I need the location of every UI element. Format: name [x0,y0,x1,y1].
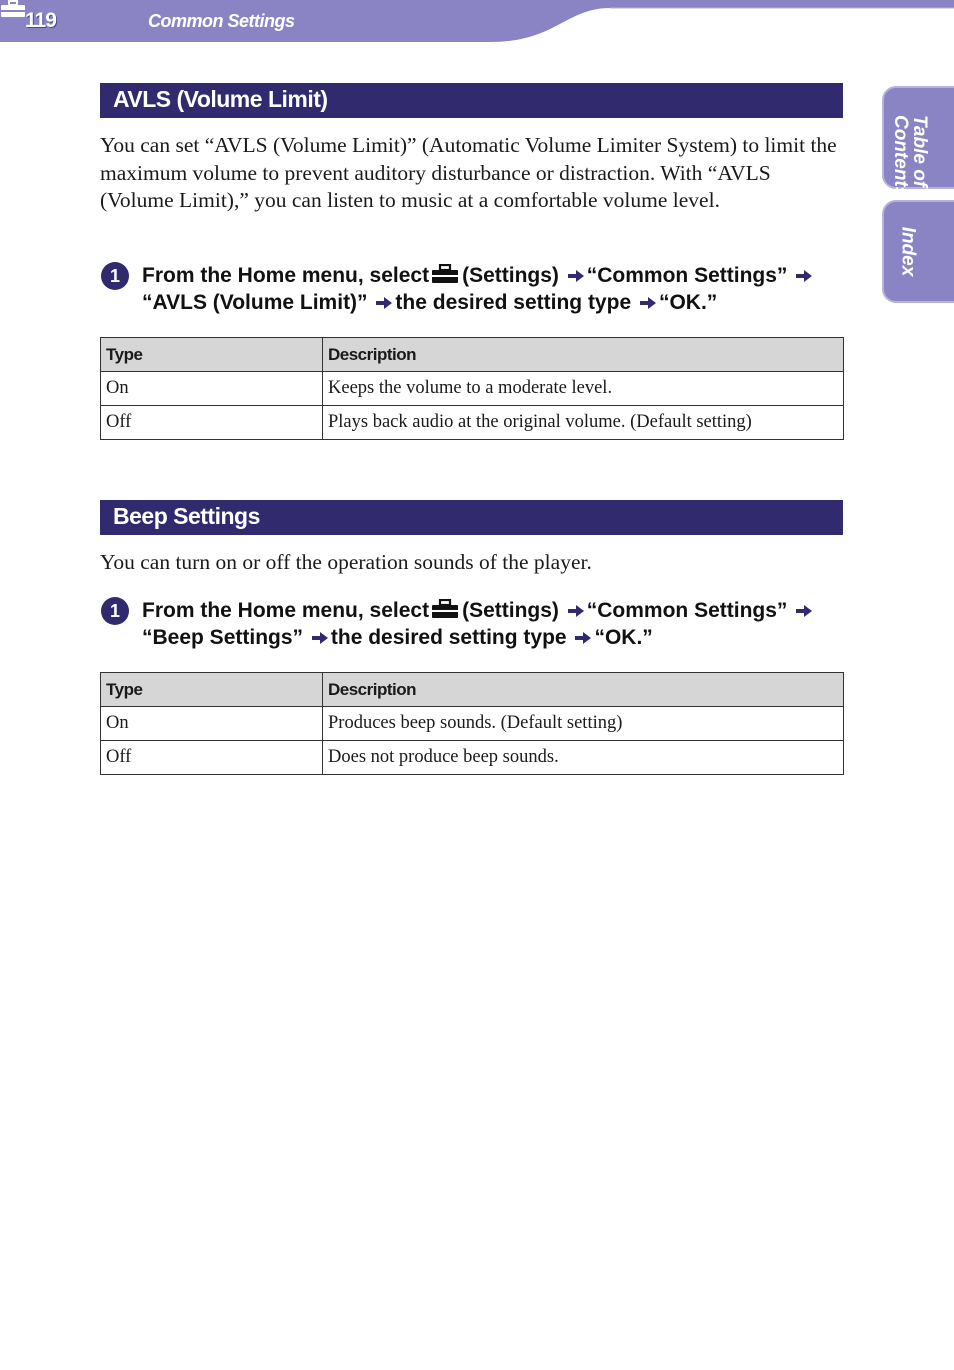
type-cell: Off [101,406,323,440]
step-part: “OK.” [594,626,653,649]
toolbox-icon [431,599,459,619]
settings-table [100,672,844,775]
index-tab[interactable] [882,200,954,303]
step-part: (Settings) [462,599,559,622]
step-part: “Beep Settings” [142,626,304,649]
step-instruction [142,262,842,316]
description-cell: Keeps the volume to a moderate level. [323,372,844,406]
step-part: (Settings) [462,264,559,287]
step-part: the desired setting type [395,291,632,314]
page-header [0,0,954,42]
description-cell: Plays back audio at the original volume. (Default setting) [323,406,844,440]
step-number-badge: 1 [101,262,129,290]
arrow-right-icon [567,269,585,283]
step-part: the desired setting type [330,626,567,649]
column-header: Description [323,673,844,707]
step-instruction [142,597,842,651]
section-heading-bar [100,500,843,535]
column-header: Type [101,673,323,707]
column-header: Description [323,338,844,372]
type-cell: On [101,707,323,741]
table-of-contents-tab[interactable] [882,86,954,198]
step-part: From the Home menu, select [142,599,430,622]
arrow-right-icon [639,296,657,310]
page-number: 119 [25,9,56,32]
section-title: AVLS (Volume Limit) [113,86,328,112]
section-intro: You can turn on or off the operation sounds of the player. [100,550,592,574]
side-tab-label: Table of Contents [890,115,930,198]
arrow-right-icon [375,296,393,310]
table-header-row [101,338,844,372]
step-part: “AVLS (Volume Limit)” [142,291,368,314]
arrow-right-icon [574,631,592,645]
side-tab-label: Index [897,226,919,277]
section-title: Beep Settings [113,503,260,529]
table-row [101,707,844,741]
arrow-right-icon [795,604,813,618]
type-cell: On [101,372,323,406]
section-intro: You can set “AVLS (Volume Limit)” (Automatic Volume Limiter System) to limit the maximum volume to prevent auditory disturbance or distraction. With “AVLS (Volume Limit),” you can listen to music at a comfortable volume level. [100,133,837,212]
step-part: “Common Settings” [586,264,788,287]
header-section-title: Common Settings [148,11,295,31]
type-cell: Off [101,741,323,775]
arrow-right-icon [795,269,813,283]
column-header: Type [101,338,323,372]
step-part: “Common Settings” [586,599,788,622]
step-number-badge: 1 [101,597,129,625]
description-cell: Produces beep sounds. (Default setting) [323,707,844,741]
arrow-right-icon [311,631,329,645]
step-part: From the Home menu, select [142,264,430,287]
step-part: “OK.” [658,291,718,314]
settings-table [100,337,844,440]
table-row [101,372,844,406]
section-heading-bar [100,83,843,118]
arrow-right-icon [567,604,585,618]
table-row [101,406,844,440]
table-header-row [101,673,844,707]
header-band [0,0,954,42]
toolbox-icon [0,0,26,18]
toolbox-icon [431,264,459,284]
table-row [101,741,844,775]
description-cell: Does not produce beep sounds. [323,741,844,775]
